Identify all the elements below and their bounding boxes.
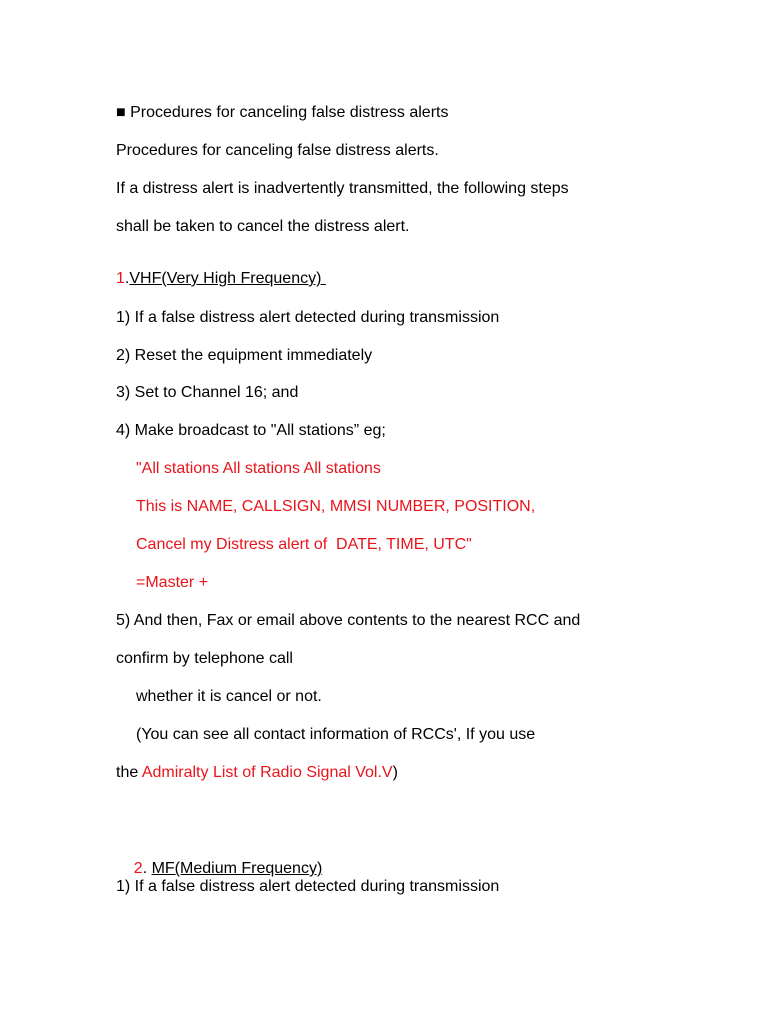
vhf-step-5-line-3: whether it is cancel or not.: [136, 688, 322, 705]
vhf-step-5-line-2: confirm by telephone call: [116, 650, 293, 667]
intro-line-2: If a distress alert is inadvertently transmitted, the following steps: [116, 180, 569, 197]
page-title: ■ Procedures for canceling false distress alerts: [116, 104, 449, 121]
vhf-step-4: 4) Make broadcast to "All stations” eg;: [116, 422, 386, 439]
section-number-dot: .: [142, 860, 152, 877]
broadcast-line-3: Cancel my Distress alert of DATE, TIME, UTC": [136, 536, 472, 553]
reference-suffix: ): [392, 764, 398, 781]
reference-prefix: the: [116, 764, 142, 781]
intro-line-3: shall be taken to cancel the distress alert.: [116, 218, 410, 235]
vhf-step-1: 1) If a false distress alert detected during transmission: [116, 309, 500, 326]
section-heading-vhf: [116, 269, 326, 289]
broadcast-line-4: =Master +: [136, 574, 209, 591]
section-title: MF(Medium Frequency): [151, 860, 323, 877]
section-number-dot: .: [124, 270, 130, 287]
intro-line-1: Procedures for canceling false distress alerts.: [116, 142, 439, 159]
vhf-step-5-line-4: (You can see all contact information of RCCs', If you use: [136, 726, 536, 743]
vhf-step-3: 3) Set to Channel 16; and: [116, 384, 299, 401]
broadcast-line-2: This is NAME, CALLSIGN, MMSI NUMBER, POSITION,: [136, 498, 536, 515]
section-number: 2: [133, 860, 143, 877]
vhf-step-5-line-1: 5) And then, Fax or email above contents to the nearest RCC and: [116, 612, 581, 629]
mf-step-1: 1) If a false distress alert detected during transmission: [116, 878, 500, 895]
section-title: VHF(Very High Frequency): [129, 270, 326, 287]
reference-line: [116, 763, 398, 783]
reference-title: Admiralty List of Radio Signal Vol.V: [141, 764, 393, 781]
section-number: 1: [116, 270, 125, 287]
broadcast-line-1: "All stations All stations All stations: [136, 460, 381, 477]
vhf-step-2: 2) Reset the equipment immediately: [116, 347, 373, 364]
